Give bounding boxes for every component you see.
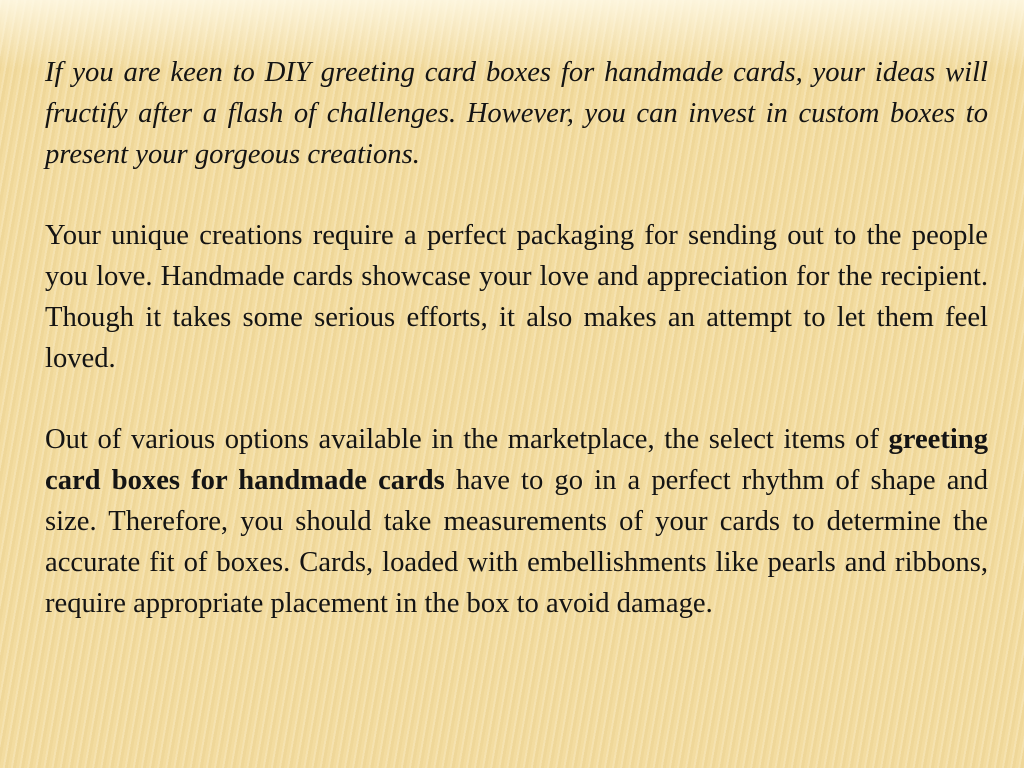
third-paragraph-lead-text: Out of various options available in the marketplace, the select items of	[45, 424, 889, 455]
keyword-emphasis: greeting card boxes for handmade cards	[45, 424, 988, 496]
third-paragraph-trailing-text: have to go in a perfect rhythm of shape and size. Therefore, you should take measurements of your cards to determine the accurate fit of boxes. Cards, loaded with embellishments like pearls and ribbons, require appropriate placement in the box to avoid damage.	[45, 465, 988, 619]
intro-paragraph: If you are keen to DIY greeting card boxes for handmade cards, your ideas will fructify after a flash of challenges. However, you can invest in custom boxes to present your gorgeous creations.	[45, 57, 988, 170]
slide-body	[45, 52, 988, 624]
second-paragraph: Your unique creations require a perfect packaging for sending out to the people you love. Handmade cards showcase your love and appreciation for the recipient. Though it takes some serious efforts, it also makes an attempt to let them feel loved.	[45, 220, 988, 374]
third-paragraph	[45, 419, 988, 624]
